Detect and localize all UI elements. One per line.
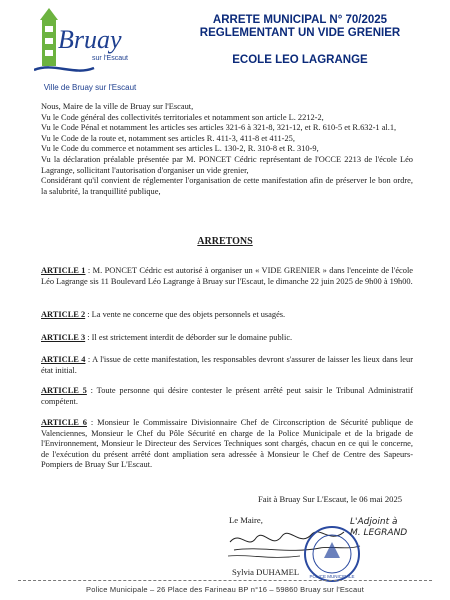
- preamble: [41, 102, 413, 197]
- preamble-line: Vu le Code du commerce et notamment ses articles L. 130-2, R. 310-8 et R. 310-9,: [41, 144, 319, 154]
- article-sep: :: [85, 333, 92, 342]
- signatory-name: Sylvia DUHAMEL: [232, 567, 300, 577]
- article-5: [41, 386, 413, 407]
- article-6: [41, 418, 413, 471]
- article-sep: :: [85, 310, 92, 319]
- article-label: ARTICLE 3: [41, 333, 86, 342]
- adjoint-line: L'Adjoint à: [350, 517, 398, 527]
- article-label: ARTICLE 5: [41, 386, 87, 395]
- article-3: [41, 333, 413, 344]
- stamp-text: POLICE MUNICIPALE: [309, 574, 355, 579]
- logo-wordmark: Bruay: [58, 25, 122, 54]
- preamble-line: Considérant qu'il convient de réglementer l'organisation de cette manifestation afin de préserver le bon ordre, la salubrité, la tranquillité publique,: [41, 176, 413, 196]
- article-text: A l'issue de cette manifestation, les responsables devront s'assurer de laisser les lieux dans leur état initial.: [41, 355, 414, 375]
- article-sep: :: [86, 418, 98, 427]
- adjoint-note: [350, 517, 407, 539]
- article-text: Monsieur le Commissaire Divisionnaire Chef de Circonscription de Sécurité publique de Valenciennes, Monsieur le Chef du Pôle Sécurité en charge de la Police Municipale et de la brigade de l'Environnement, Monsieur le Directeur des Services Techniques sont chargés, chacun en ce qui le concerne, de l'exécution du présent arrêté dont ampliation sera adressée à Monsieur le Chef de Centre des Sapeurs-Pompiers de Bruay Sur L'Escaut.: [41, 418, 413, 470]
- article-text: La vente ne concerne que des objets personnels et usagés.: [91, 310, 286, 319]
- city-logo: [34, 8, 134, 80]
- preamble-line: Nous, Maire de la ville de Bruay sur l'Escaut,: [41, 102, 194, 111]
- article-sep: :: [85, 266, 93, 275]
- article-text: Il est strictement interdit de déborder sur le domaine public.: [91, 333, 293, 342]
- decree-title: ARRETE MUNICIPAL N° 70/2025: [212, 14, 388, 26]
- logo-wordmark-small: sur l'Escaut: [92, 55, 128, 62]
- article-text: Toute personne qui désire contester le présent arrêté peut saisir le Tribunal Administratif compétent.: [41, 386, 413, 406]
- preamble-line: Vu le Code Pénal et notamment les articles ses articles 321-6 à 321-8, 321-12, et R. 610-5 et R.632-1 al.1,: [41, 123, 397, 133]
- article-sep: :: [85, 355, 93, 364]
- article-sep: :: [86, 386, 97, 395]
- article-label: ARTICLE 1: [41, 266, 86, 275]
- article-1: [41, 266, 413, 287]
- school-name: ECOLE LEO LAGRANGE: [232, 54, 368, 66]
- article-4: [41, 355, 413, 376]
- arretons-heading: ARRETONS: [197, 236, 253, 247]
- footer-address: Police Municipale – 26 Place des Farineau BP n°16 – 59860 Bruay sur l'Escaut: [86, 585, 364, 594]
- signatory-role: Le Maire,: [229, 515, 263, 525]
- logo-caption: Ville de Bruay sur l'Escaut: [43, 83, 137, 92]
- preamble-line: Vu la déclaration préalable présentée par M. PONCET Cédric représentant de l'OCCE 2213 de l'école Léo Lagrange, sollicitant l'autorisation d'organiser un vide grenier,: [41, 154, 413, 175]
- footer-divider: [18, 580, 432, 581]
- place-date: Fait à Bruay Sur L'Escaut, le 06 mai 2025: [258, 494, 403, 504]
- decree-subtitle: REGLEMENTANT UN VIDE GRENIER: [199, 27, 401, 39]
- article-text: M. PONCET Cédric est autorisé à organiser un « VIDE GRENIER » dans l'enceinte de l'école Léo Lagrange sis 11 Boulevard Léo Lagrange à Bruay sur l'Escaut, le dimanche 22 juin 2025 de 9h00 à 19h00.: [41, 266, 413, 286]
- preamble-line: Vu le Code de la route et, notamment ses articles R. 411-3, 411-8 et 411-25,: [41, 133, 295, 143]
- article-label: ARTICLE 2: [41, 310, 86, 319]
- article-2: [41, 310, 413, 321]
- article-label: ARTICLE 6: [41, 418, 87, 427]
- adjoint-line: M. LEGRAND: [350, 528, 408, 538]
- article-label: ARTICLE 4: [41, 355, 86, 364]
- preamble-line: Vu le Code général des collectivités territoriales et notamment son article L. 2212-2,: [41, 112, 324, 122]
